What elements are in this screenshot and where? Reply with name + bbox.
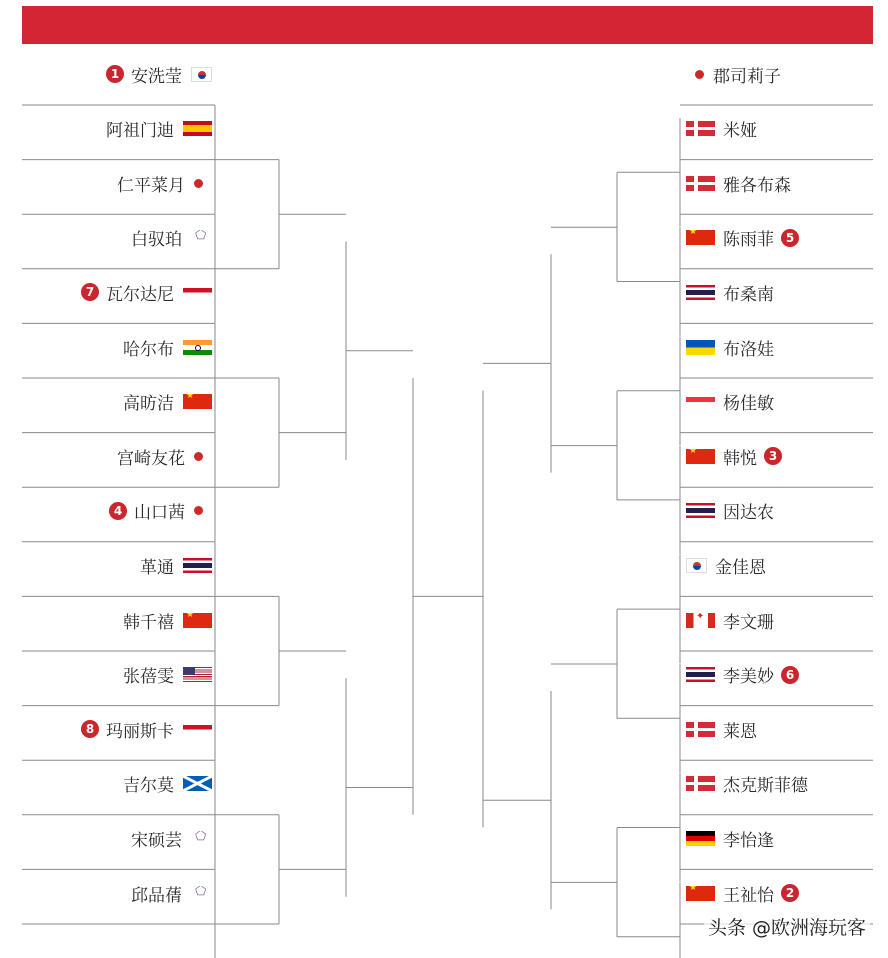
player-name: 杨佳敏	[723, 394, 774, 415]
th-flag-icon	[183, 558, 212, 573]
ca-flag-icon	[686, 613, 715, 628]
player-name: 阿祖门迪	[106, 121, 174, 142]
japan-flag-icon	[194, 452, 203, 461]
left-player-entry	[22, 171, 212, 195]
es-flag-icon	[183, 121, 212, 136]
watermark-text: 头条 @欧洲海玩客	[704, 913, 870, 940]
cn-flag-icon	[183, 394, 212, 409]
kr-flag-icon	[686, 558, 707, 573]
seed-badge: 4	[109, 502, 127, 520]
left-player-entry	[22, 62, 212, 86]
right-player-entry	[686, 335, 873, 359]
cn-flag-icon	[686, 449, 715, 464]
player-name: 杰克斯菲德	[723, 776, 808, 797]
seed-badge: 3	[764, 447, 782, 465]
us-flag-icon	[183, 667, 212, 682]
player-name: 山口茜	[134, 503, 185, 524]
tw-flag-icon	[191, 230, 212, 245]
player-name: 韩悦	[723, 448, 757, 469]
id-flag-icon	[183, 288, 212, 297]
player-name: 革通	[140, 557, 174, 578]
player-name: 宋硕芸	[131, 830, 182, 851]
right-player-entry	[686, 171, 873, 195]
player-name: 玛丽斯卡	[106, 721, 174, 742]
dk-flag-icon	[686, 176, 715, 191]
right-player-entry	[686, 717, 873, 741]
right-player-entry	[686, 553, 873, 577]
left-player-entry	[22, 335, 212, 359]
right-player-entry	[686, 608, 873, 632]
kr-flag-icon	[191, 67, 212, 82]
right-player-entry	[686, 62, 873, 86]
seed-badge: 6	[781, 666, 799, 684]
player-name: 宫崎友花	[117, 448, 185, 469]
right-player-entry	[686, 663, 873, 687]
cn-flag-icon	[686, 886, 715, 901]
player-name: 因达农	[723, 503, 774, 524]
right-player-entry	[686, 444, 873, 468]
player-name: 白驭珀	[131, 230, 182, 251]
player-name: 郡司莉子	[713, 66, 781, 87]
seed-badge: 8	[81, 720, 99, 738]
left-player-entry	[22, 499, 212, 523]
tw-flag-icon	[191, 886, 212, 901]
dk-flag-icon	[686, 722, 715, 737]
left-player-entry	[22, 663, 212, 687]
player-name: 米娅	[723, 121, 757, 142]
left-player-entry	[22, 553, 212, 577]
player-name: 金佳恩	[715, 557, 766, 578]
player-name: 李怡逢	[723, 830, 774, 851]
left-player-entry	[22, 117, 212, 141]
player-name: 李文珊	[723, 612, 774, 633]
right-player-entry	[686, 117, 873, 141]
dk-flag-icon	[686, 776, 715, 791]
left-player-entry	[22, 772, 212, 796]
player-name: 莱恩	[723, 721, 757, 742]
right-player-entry	[686, 826, 873, 850]
seed-badge: 7	[81, 283, 99, 301]
right-player-entry	[686, 280, 873, 304]
player-name: 邱品蒨	[131, 885, 182, 906]
sct-flag-icon	[183, 776, 212, 791]
player-name: 李美妙	[723, 667, 774, 688]
left-player-entry	[22, 881, 212, 905]
left-player-entry	[22, 226, 212, 250]
player-name: 安洗莹	[131, 66, 182, 87]
th-flag-icon	[686, 667, 715, 682]
cn-flag-icon	[183, 613, 212, 628]
left-player-entry	[22, 608, 212, 632]
left-player-entry	[22, 390, 212, 414]
player-name: 陈雨菲	[723, 230, 774, 251]
seed-badge: 2	[781, 884, 799, 902]
cn-flag-icon	[686, 230, 715, 245]
japan-flag-icon	[194, 506, 203, 515]
seed-badge: 5	[781, 229, 799, 247]
player-name: 哈尔布	[123, 339, 174, 360]
player-name: 吉尔莫	[123, 776, 174, 797]
right-player-entry	[686, 772, 873, 796]
player-name: 布桑南	[723, 284, 774, 305]
player-name: 仁平菜月	[117, 175, 185, 196]
right-player-entry	[686, 226, 873, 250]
in-flag-icon	[183, 340, 212, 355]
left-player-entry	[22, 717, 212, 741]
tw-flag-icon	[191, 831, 212, 846]
left-player-entry	[22, 444, 212, 468]
right-player-entry	[686, 881, 873, 905]
id-flag-icon	[183, 725, 212, 734]
player-name: 布洛娃	[723, 339, 774, 360]
left-player-entry	[22, 280, 212, 304]
player-name: 王祉怡	[723, 885, 774, 906]
th-flag-icon	[686, 285, 715, 300]
player-name: 韩千禧	[123, 612, 174, 633]
ua-flag-icon	[686, 340, 715, 355]
sg-flag-icon	[686, 397, 715, 407]
player-name: 瓦尔达尼	[106, 284, 174, 305]
dk-flag-icon	[686, 121, 715, 136]
de-flag-icon	[686, 831, 715, 846]
japan-flag-icon	[194, 179, 203, 188]
right-player-entry	[686, 390, 873, 414]
right-player-entry	[686, 499, 873, 523]
player-name: 高昉洁	[123, 394, 174, 415]
player-name: 张蓓雯	[123, 667, 174, 688]
th-flag-icon	[686, 503, 715, 518]
left-player-entry	[22, 826, 212, 850]
seed-badge: 1	[106, 65, 124, 83]
player-name: 雅各布森	[723, 175, 791, 196]
japan-flag-icon	[695, 70, 704, 79]
